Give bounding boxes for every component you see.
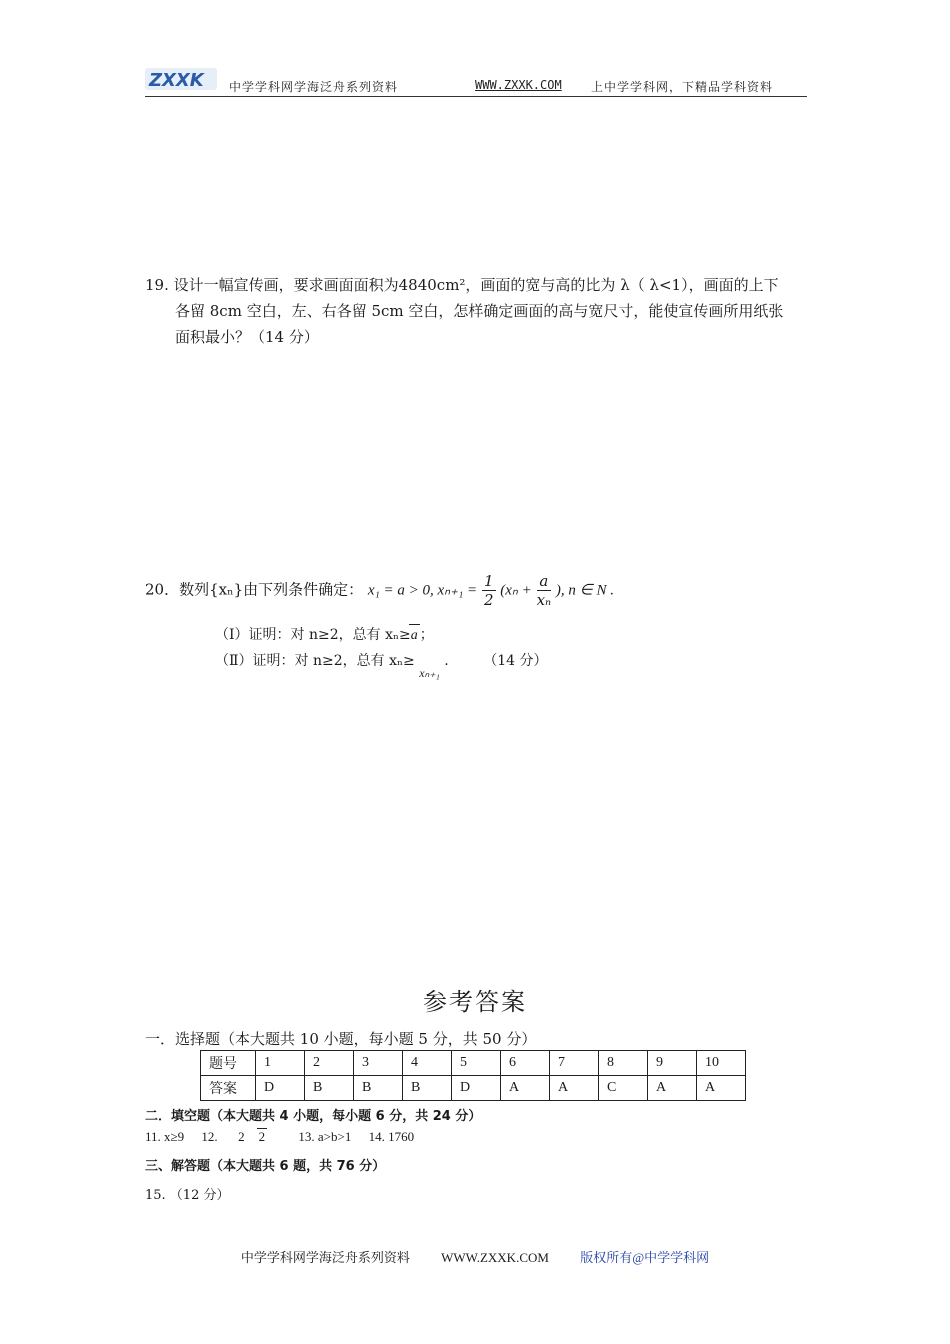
part1-text: （Ⅰ）证明：对 n≥2，总有 xₙ≥: [215, 627, 411, 643]
table-cell: B: [354, 1076, 403, 1101]
section-1-heading: 一．选择题（本大题共 10 小题，每小题 5 分，共 50 分）: [145, 1030, 537, 1048]
fill-answer-13: 13. a>b>1: [298, 1129, 352, 1144]
header-url-link[interactable]: WWW.ZXXK.COM: [475, 78, 562, 92]
table-cell: A: [550, 1076, 599, 1101]
zxxk-logo: [145, 66, 217, 92]
q20-fraction-half: [482, 572, 496, 609]
table-cell: C: [599, 1076, 648, 1101]
page-footer: [0, 1247, 950, 1266]
table-cell: B: [305, 1076, 354, 1101]
table-cell: 9: [648, 1051, 697, 1076]
q20-formula-part-b: (xₙ +: [500, 582, 532, 599]
table-header-label: 题号: [201, 1051, 256, 1076]
table-cell: 7: [550, 1051, 599, 1076]
part1-suffix: ；: [419, 627, 434, 643]
table-cell: 2: [305, 1051, 354, 1076]
fill-answer-14: 14. 1760: [368, 1129, 415, 1144]
q19-line2: 各留 8cm 空白，左、右各留 5cm 空白，怎样确定画面的高与宽尺寸，能使宣传画所用纸张: [175, 302, 784, 320]
frac2-numerator: a: [537, 572, 552, 591]
footer-copyright-link[interactable]: 版权所有@中学学科网: [580, 1250, 710, 1265]
table-answer-label: 答案: [201, 1076, 256, 1101]
page-header: [145, 62, 807, 97]
answer-15: 15. （12 分）: [145, 1188, 230, 1203]
table-cell: A: [648, 1076, 697, 1101]
part2-score: （14 分）: [483, 653, 548, 669]
part2-suffix: .: [444, 653, 449, 669]
section-2-heading: 二．填空题（本大题共 4 小题，每小题 6 分，共 24 分）: [145, 1109, 482, 1124]
table-row-answers: [201, 1076, 746, 1101]
table-cell: A: [501, 1076, 550, 1101]
q19-line3: 面积最小？（14 分）: [175, 328, 319, 346]
q20-fraction-a-over-x: [537, 572, 552, 609]
question-20: [145, 572, 815, 609]
frac2-denominator: xₙ: [536, 591, 552, 609]
answer-table: [200, 1050, 746, 1101]
table-cell: 6: [501, 1051, 550, 1076]
table-cell: D: [452, 1076, 501, 1101]
question-19: [145, 272, 815, 350]
frac1-denominator: 2: [483, 591, 494, 609]
footer-left-text: 中学学科网学海泛舟系列资料: [240, 1250, 410, 1265]
q20-part-1: [215, 624, 434, 647]
q20-part-2: [215, 650, 548, 680]
section-3-heading: 三、解答题（本大题共 6 题，共 76 分）: [145, 1159, 386, 1174]
fill-12-coef: 2: [238, 1129, 245, 1144]
table-cell: A: [697, 1076, 746, 1101]
fill-in-answers: [145, 1128, 428, 1145]
q20-formula-part-a: x₁ = a > 0, xₙ₊₁ =: [367, 582, 478, 599]
header-left-text: 中学学科网学海泛舟系列资料: [229, 80, 399, 94]
table-cell: 10: [697, 1051, 746, 1076]
q20-formula-part-c: ), n ∈ N .: [555, 582, 614, 599]
fill-answer-12: [201, 1129, 281, 1144]
fill-answer-11: 11. x≥9: [145, 1129, 185, 1144]
sqrt-2: 2: [258, 1129, 266, 1144]
table-cell: 4: [403, 1051, 452, 1076]
q19-line1: 19. 设计一幅宣传画，要求画面面积为4840cm²，画面的宽与高的比为 λ（ λ<1），画面的上下: [145, 276, 779, 294]
answers-title: 参考答案: [423, 988, 527, 1016]
footer-url-link[interactable]: WWW.ZXXK.COM: [441, 1250, 549, 1265]
sqrt-a: a: [409, 624, 420, 647]
part2-subscript: xₙ₊₁: [419, 666, 440, 680]
svg-text:ZXXK: ZXXK: [149, 70, 204, 91]
table-cell: 1: [256, 1051, 305, 1076]
header-right-text: 上中学学科网，下精品学科资料: [591, 80, 774, 94]
fill-12-label: 12.: [201, 1129, 218, 1144]
q20-prefix: 20．数列{xₙ}由下列条件确定：: [145, 580, 364, 599]
part2-text: （Ⅱ）证明：对 n≥2，总有 xₙ≥: [215, 653, 415, 669]
table-cell: B: [403, 1076, 452, 1101]
table-cell: D: [256, 1076, 305, 1101]
table-row-numbers: [201, 1051, 746, 1076]
table-cell: 8: [599, 1051, 648, 1076]
frac1-numerator: 1: [483, 572, 494, 590]
table-cell: 5: [452, 1051, 501, 1076]
table-cell: 3: [354, 1051, 403, 1076]
